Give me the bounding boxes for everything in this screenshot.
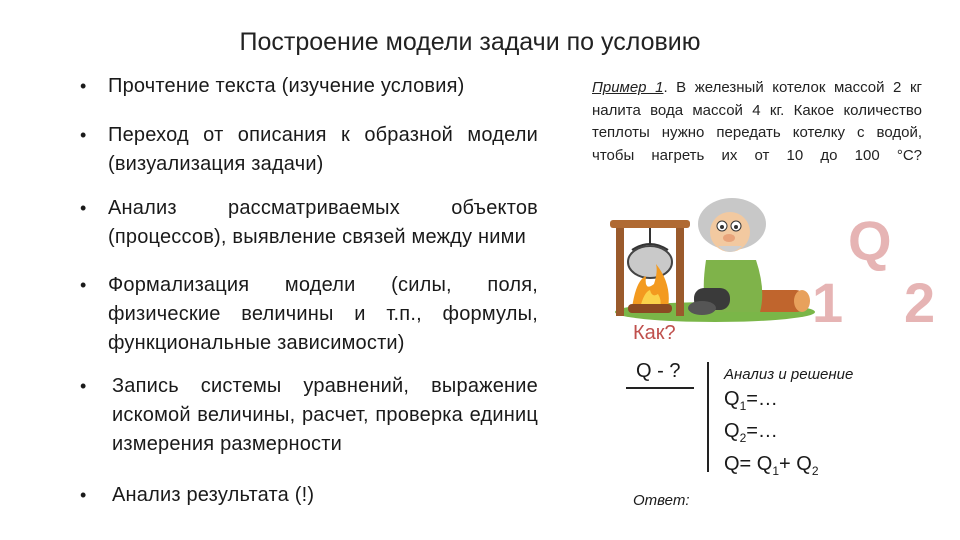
decor-one: 1 — [812, 271, 844, 334]
crossbar — [610, 220, 690, 228]
bullet-text: Анализ результата (!) — [112, 484, 315, 506]
page-title: Построение модели задачи по условию — [239, 28, 701, 56]
divider-horizontal — [626, 387, 694, 389]
pole-left — [616, 224, 624, 316]
decor-two: 2 — [904, 271, 936, 334]
bullet-marker: • — [80, 125, 87, 145]
answer-label: Ответ: — [633, 492, 690, 509]
bullet-text: Анализ рассматриваемых объектов (процессов), выявление связей между ними — [108, 197, 538, 248]
bullet-text: Прочтение текста (изучение условия) — [108, 75, 465, 97]
bullet-text: Переход от описания к образной модели (визуализация задачи) — [108, 124, 538, 175]
example-label: Пример 1 — [592, 79, 664, 96]
equation-q2: $Q_2=\dots$ — [724, 420, 778, 445]
decor-q: Q — [848, 209, 892, 272]
bullet-marker: • — [80, 76, 87, 96]
equation-q1: $Q_1=\dots$ — [724, 388, 778, 413]
campfire-illustration — [610, 180, 820, 325]
bullet-text: Формализация модели (силы, поля, физические величины и т.п., формулы, функциональные зависимости) — [108, 274, 538, 354]
bullet-marker: • — [80, 485, 87, 505]
example-problem — [592, 77, 922, 167]
bullet-marker: • — [80, 198, 87, 218]
example-text: . В железный котелок массой 2 кг налита вода массой 4 кг. Какое количество теплоты нужно передать котелку с водой, чтобы нагреть их от 10 до 100 °С? — [592, 79, 922, 164]
pole-right — [676, 224, 684, 316]
divider-vertical — [707, 362, 709, 472]
pot-shape — [628, 246, 672, 278]
analysis-title: Анализ и решение — [724, 366, 854, 383]
bullet-text: Запись системы уравнений, выражение искомой величины, расчет, проверка единиц измерения размерности — [112, 375, 538, 455]
bullet-marker: • — [80, 275, 87, 295]
equation-sum: $Q= Q_1+ Q_2$ — [724, 453, 819, 478]
bullet-marker: • — [80, 376, 87, 396]
unknown-label: Q - ? — [636, 360, 681, 382]
how-label: Как? — [633, 322, 676, 344]
